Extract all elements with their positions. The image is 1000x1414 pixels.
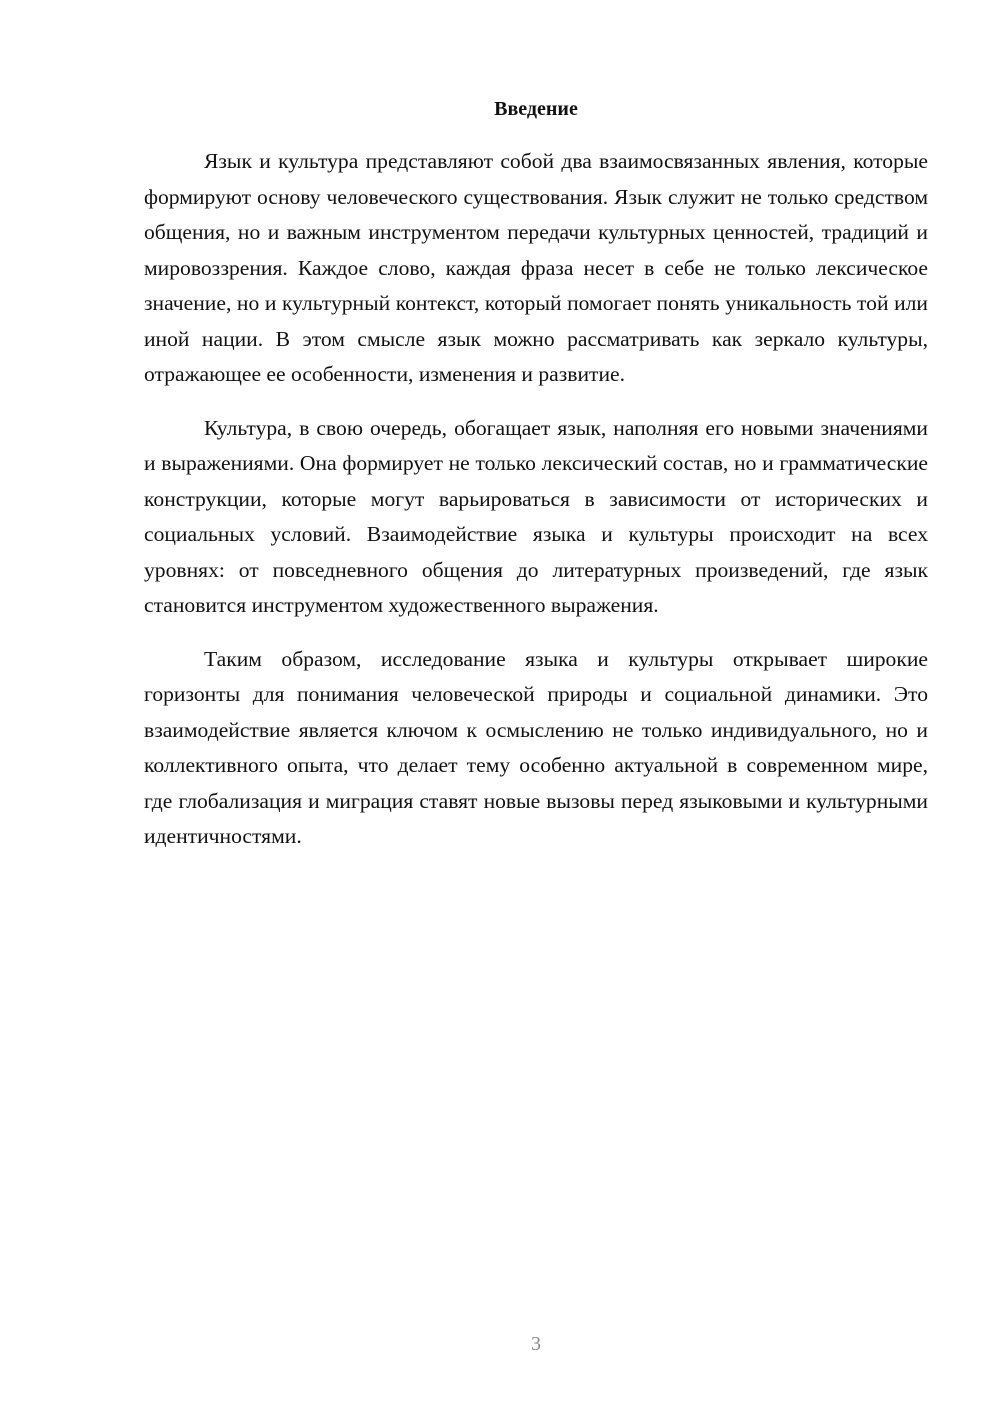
page-number: 3 (531, 1333, 541, 1355)
paragraph-2: Культура, в свою очередь, обогащает язык, наполняя его новыми значениями и выражениями. Она формирует не только лексический состав, но и грамматические конструкции, которые могут варьироваться в зависимости от исторических и социальных условий. Взаимодействие языка и культуры происходит на всех уровнях: от повседневного общения до литературных произведений, где язык становится инструментом художественного выражения. (144, 415, 928, 617)
paragraph-3: Таким образом, исследование языка и культуры открывает широкие горизонты для понимания человеческой природы и социальной динамики. Это взаимодействие является ключом к осмыслению не только индивидуального, но и коллективного опыта, что делает тему особенно актуальной в современном мире, где глобализация и миграция ставят новые вызовы перед языковыми и культурными идентичностями. (144, 646, 928, 848)
paragraph-1: Язык и культура представляют собой два взаимосвязанных явления, которые формируют основу человеческого существования. Язык служит не только средством общения, но и важным инструментом передачи культурных ценностей, традиций и мировоззрения. Каждое слово, каждая фраза несет в себе не только лексическое значение, но и культурный контекст, который помогает понять уникальность той или иной нации. В этом смысле язык можно рассматривать как зеркало культуры, отражающее ее особенности, изменения и развитие. (144, 149, 928, 386)
page-title: Введение (494, 98, 578, 120)
page-content (144, 94, 928, 873)
